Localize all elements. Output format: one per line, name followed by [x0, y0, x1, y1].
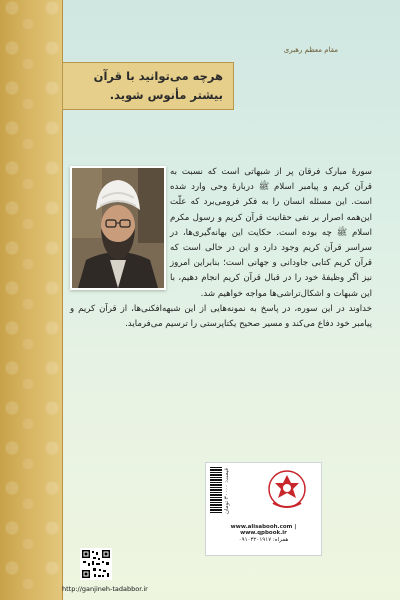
qr-code-icon	[80, 548, 112, 580]
publisher-websites[interactable]: www.alisabooh.com | www.qpbook.ir	[230, 524, 297, 536]
quote-text: هرچه می‌توانید با قرآن بیشتر مأنوس شوید.	[93, 69, 223, 102]
description-paragraph-1: سورهٔ مبارک فرقان پر از شبهاتی است که نسبت به قرآن کریم و پیامبر اسلام ﷺ دربارهٔ وحی وارد شده است. این مسئله انسان را به فکر فرومی‌برد که علّت این‌همه اصرار بر نفی حقانیت قرآن کریم و رسول مکرم اسلام ﷺ چه بوده است. حکایت این بهانه‌گیری‌ها، در سراسر قرآن کریم وجود دارد و این در حالی است که قرآن کریم کتابی جاودانی و جهانی است؛ بنابراین امروز نیز اگر وظیفهٔ خود را در قبال قرآن کریم انجام دهیم، با این شبهات و اشکال‌تراشی‌ها مواجه خواهیم شد.	[170, 167, 372, 299]
gold-side-band	[0, 0, 63, 600]
publisher-logo-icon	[264, 469, 310, 513]
barcode-icon	[210, 467, 222, 513]
publisher-box	[205, 462, 322, 556]
footer-url[interactable]: http://ganjineh-tadabbor.ir	[62, 585, 148, 593]
description-text	[70, 165, 372, 332]
quote-panel	[62, 62, 234, 110]
price-label: قیمت: ۳۰۰۰۰ تومان	[224, 467, 230, 515]
publisher-phone: همراه: ۰۹۱۰۳۲۰۱۹۱۷	[238, 537, 289, 543]
description-paragraph-2: خداوند در این سوره، در پاسخ به نمونه‌هایی از این شبهه‌افکنی‌ها، از قرآن کریم و پیامبر خود دفاع می‌کند و مسیر صحیح یکتاپرستی را ترسیم می‌فرماید.	[70, 303, 372, 330]
quote-author: مقام معظم رهبری	[283, 46, 338, 54]
